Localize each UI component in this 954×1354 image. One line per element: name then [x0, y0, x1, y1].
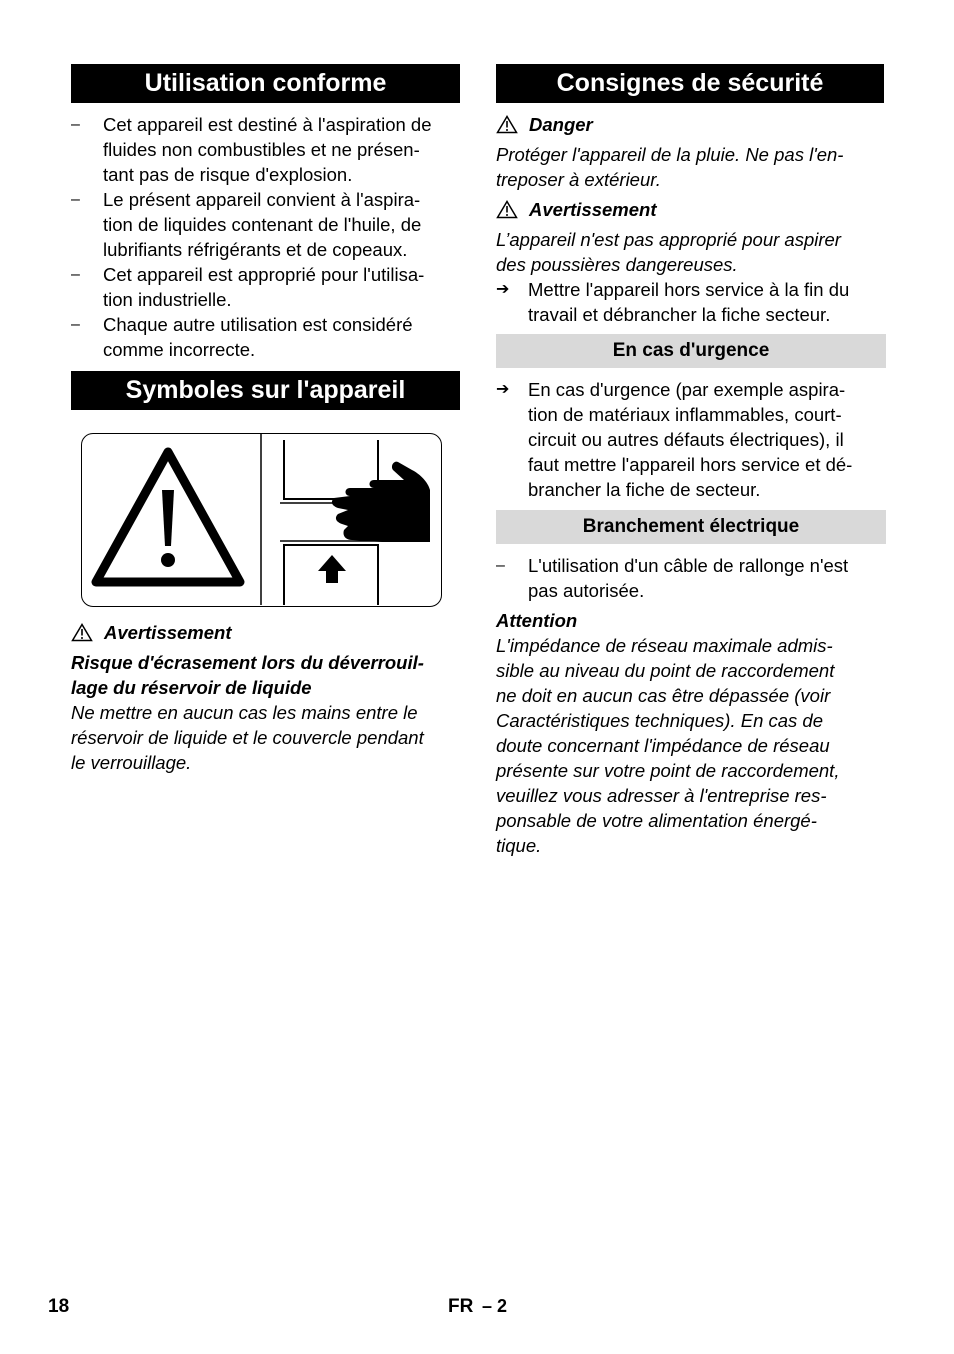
- dash-bullet: –: [71, 191, 80, 208]
- list-item-line: tant pas de risque d'explosion.: [103, 164, 353, 185]
- symbol-warning-heading: [71, 620, 460, 645]
- crush-warning-symbol-icon: [82, 434, 440, 605]
- list-item: [71, 112, 460, 187]
- list-item-line: fluides non combustibles et ne présen-: [103, 139, 420, 160]
- danger-heading: [496, 112, 886, 137]
- warning-triangle-icon: [71, 623, 93, 642]
- heading-consignes-securite: Consignes de sécurité: [496, 64, 884, 103]
- left-column: [71, 64, 460, 775]
- dash-bullet: –: [71, 116, 80, 133]
- uses-list: [71, 112, 460, 362]
- list-item-line: tion de liquides contenant de l'huile, de: [103, 214, 422, 235]
- list-item: [71, 312, 460, 362]
- list-item-line: Chaque autre utilisation est considéré: [103, 314, 413, 335]
- heading-en-cas-urgence: En cas d'urgence: [496, 334, 886, 368]
- warning-heading: [496, 197, 886, 222]
- heading-utilisation-conforme: Utilisation conforme: [71, 64, 460, 103]
- dash-bullet: –: [71, 316, 80, 333]
- list-item: [71, 187, 460, 262]
- list-item-line: Cet appareil est destiné à l'aspiration de: [103, 114, 432, 135]
- list-item-line: Cet appareil est approprié pour l'utilisa-: [103, 264, 425, 285]
- list-item-line: lubrifiants réfrigérants et de copeaux.: [103, 239, 408, 260]
- page-number: 18: [48, 1296, 70, 1317]
- arrow-right-icon: ➔: [496, 381, 510, 398]
- list-item: [71, 262, 460, 312]
- heading-symboles: Symboles sur l'appareil: [71, 371, 460, 410]
- action-emergency: ➔ En cas d'urgence (par exemple aspira- tion de matériaux inflammables, court- circuit ou autres défauts électriques), il faut mettre l'appareil hors service et dé- brancher la fiche de secteur.: [496, 379, 853, 500]
- footer-lang: FR: [448, 1296, 474, 1317]
- warning-triangle-icon: [496, 115, 518, 134]
- attention-label: Attention: [496, 610, 578, 631]
- list-item-line: tion industrielle.: [103, 289, 232, 310]
- arrow-right-icon: ➔: [496, 281, 510, 298]
- list-item-line: Le présent appareil convient à l'aspira-: [103, 189, 421, 210]
- dash-bullet: –: [71, 266, 80, 283]
- device-symbol-label: [81, 433, 442, 607]
- symbol-warning-label: Avertissement: [104, 622, 232, 643]
- symbol-warning-text: Ne mettre en aucun cas les mains entre le réservoir de liquide et le couvercle pendant le verrouillage.: [71, 702, 424, 773]
- list-item-line: comme incorrecte.: [103, 339, 256, 360]
- right-column: [496, 64, 886, 858]
- symbol-warning-title: Risque d'écrasement lors du déverrouil- lage du réservoir de liquide: [71, 652, 424, 698]
- warning-text: L’appareil n'est pas approprié pour aspirer des poussières dangereuses.: [496, 229, 841, 275]
- action-shutdown: ➔ Mettre l'appareil hors service à la fin du travail et débrancher la fiche secteur.: [496, 279, 850, 325]
- heading-branchement-electrique: Branchement électrique: [496, 510, 886, 544]
- warning-triangle-icon: [496, 200, 518, 219]
- electric-item: – L'utilisation d'un câble de rallonge n'est pas autorisée.: [496, 555, 849, 601]
- footer-section: – 2: [482, 1296, 508, 1316]
- danger-text: Protéger l'appareil de la pluie. Ne pas l'en- treposer à extérieur.: [496, 144, 844, 190]
- danger-label: Danger: [529, 114, 593, 135]
- dash-bullet: –: [496, 557, 505, 574]
- attention-text: L'impédance de réseau maximale admis- sible au niveau du point de raccordement ne doit en aucun cas être dépassée (voir Caractéristiques techniques). En cas de doute concernant l'impédance de réseau présente sur votre point de raccordement, veuillez vous adresser à l'entreprise res- ponsable de votre alimentation énergé- tique.: [496, 635, 840, 856]
- warning-label: Avertissement: [529, 199, 657, 220]
